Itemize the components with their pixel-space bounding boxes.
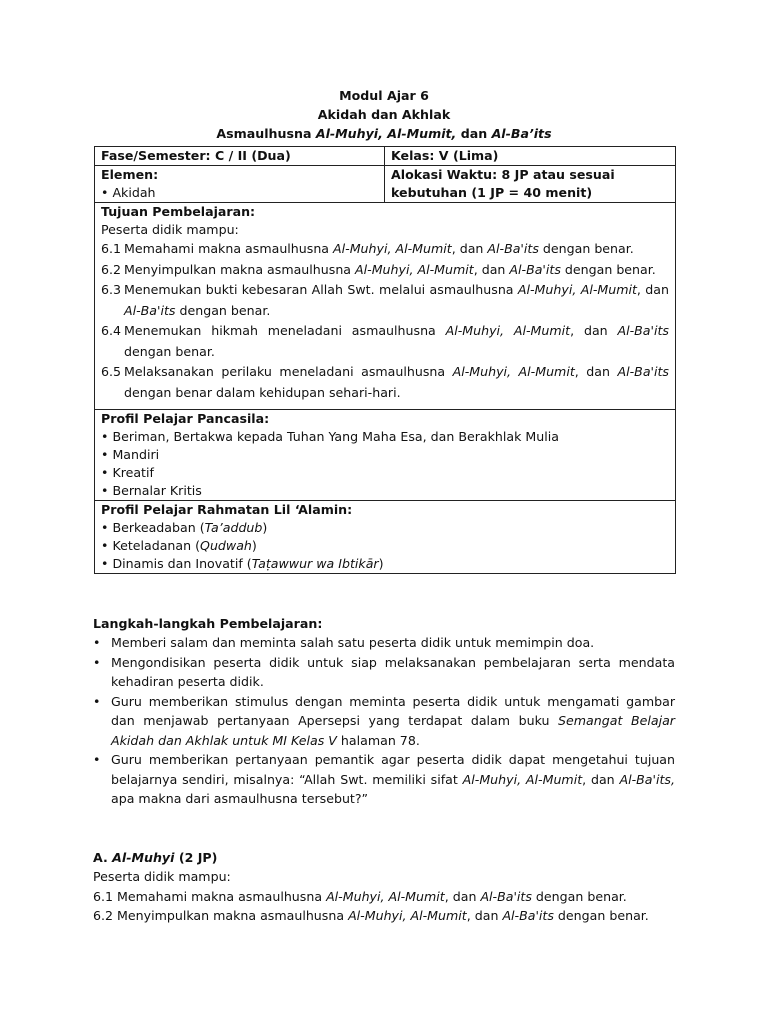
objective-number: 6.2 [101, 261, 122, 277]
objective-item [101, 321, 669, 362]
objective-italic: Al-Ba'its [509, 261, 561, 277]
objective-seg: , dan [636, 282, 669, 297]
section-title-rest: (2 JP) [174, 850, 218, 865]
kelas-cell: Kelas: V (Lima) [385, 147, 676, 166]
langkah-item [93, 692, 675, 751]
list-item: • Bernalar Kritis [101, 482, 669, 500]
bullet-icon: • [93, 654, 101, 670]
list-item [101, 537, 669, 555]
bullet-icon: • [93, 635, 101, 650]
list-item: • Beriman, Bertakwa kepada Tuhan Yang Maha Esa, dan Berakhlak Mulia [101, 428, 669, 446]
objective-italic: Al-Ba'its [617, 364, 669, 379]
rahmatan-italic: Ta’addub [204, 520, 263, 535]
section-a-line [93, 906, 649, 925]
objective-text [124, 280, 669, 321]
alokasi-line2: kebutuhan (1 JP = 40 menit) [391, 185, 593, 200]
table-row [95, 203, 676, 410]
seg: dengan benar. [531, 889, 627, 904]
table-row [95, 166, 676, 203]
topic-name-baits: Al-Ba’its [491, 126, 552, 141]
objective-seg: , dan [473, 261, 510, 277]
langkah-text [111, 692, 675, 751]
objective-item [101, 362, 669, 403]
table-row [95, 410, 676, 501]
elemen-label: Elemen: [101, 167, 159, 182]
objective-seg: dengan benar. [560, 261, 656, 277]
objective-number: 6.3 [101, 282, 122, 297]
section-a-intro: Peserta didik mampu: [93, 869, 231, 884]
objective-seg: Menemukan bukti kebesaran Allah Swt. melalui asmaulhusna [124, 282, 518, 297]
section-a-line [93, 887, 627, 906]
langkah-item [93, 750, 675, 809]
bullet-icon: • [93, 752, 101, 767]
langkah-seg: apa makna dari asmaulhusna tersebut?” [111, 791, 369, 806]
seg-italic: Al-Muhyi, Al-Mumit [326, 889, 445, 904]
tujuan-intro: Peserta didik mampu: [101, 222, 239, 237]
objective-number: 6.5 [101, 364, 122, 379]
langkah-seg: Mengondisikan peserta didik untuk siap melaksanakan pembelajaran serta mendata kehadiran peserta didik. [111, 654, 675, 689]
objectives-list [101, 239, 669, 403]
objective-text [124, 239, 669, 260]
objective-text [124, 260, 669, 281]
objective-text [124, 362, 669, 403]
list-item [101, 555, 669, 573]
langkah-label: Langkah-langkah Pembelajaran: [93, 616, 323, 631]
objective-italic: Al-Muhyi, Al-Mumit [355, 261, 474, 277]
rahmatan-plain: Keteladanan ( [112, 538, 201, 553]
rahmatan-end: ) [378, 556, 384, 571]
module-title: Modul Ajar 6 [339, 88, 429, 103]
profil-cell [95, 410, 676, 501]
langkah-seg: Guru memberikan stimulus dengan meminta peserta didik untuk mengamati gambar dan menjawab pertanyaan Apersepsi yang terdapat dalam buku [111, 693, 675, 728]
elemen-cell [95, 166, 385, 203]
table-row [95, 147, 676, 166]
seg: , dan [466, 908, 503, 923]
objective-seg: , dan [570, 323, 618, 338]
langkah-seg: Memberi salam dan meminta salah satu peserta didik untuk memimpin doa. [111, 635, 595, 650]
objective-seg: Menyimpulkan makna asmaulhusna [124, 261, 356, 277]
langkah-item [93, 633, 675, 653]
topic-names-italic: Al-Muhyi, Al-Mumit, [315, 126, 457, 141]
objective-italic: Al-Muhyi, Al-Mumit [333, 241, 452, 256]
objective-seg: dengan benar. [175, 302, 271, 318]
alokasi-cell [385, 166, 676, 203]
rahmatan-plain: Berkeadaban ( [112, 520, 205, 535]
rahmatan-end: ) [262, 520, 268, 535]
rahmatan-plain: Dinamis dan Inovatif ( [112, 556, 252, 571]
objective-italic: Al-Muhyi, Al-Mumit [452, 364, 575, 379]
seg: dengan benar. [553, 908, 649, 923]
module-info-table [94, 146, 676, 574]
fase-cell: Fase/Semester: C / II (Dua) [95, 147, 385, 166]
list-item [101, 519, 669, 537]
objective-italic: Al-Ba'its [487, 241, 539, 256]
objective-item [101, 280, 669, 321]
seg: 6.2 Menyimpulkan makna asmaulhusna [93, 908, 349, 923]
tujuan-cell [95, 203, 676, 410]
profil-label: Profil Pelajar Pancasila: [101, 411, 270, 426]
langkah-text [111, 633, 675, 653]
seg-italic: Al-Ba'its [480, 889, 532, 904]
langkah-italic: Al-Muhyi, Al-Mumit [462, 771, 583, 787]
tujuan-label: Tujuan Pembelajaran: [101, 204, 256, 219]
langkah-text [111, 653, 675, 692]
table-row [95, 501, 676, 574]
objective-italic: Al-Muhyi, Al-Mumit [517, 282, 637, 297]
objective-item [101, 260, 669, 281]
langkah-list [93, 633, 675, 809]
objective-italic: Al-Muhyi, Al-Mumit [445, 323, 571, 338]
list-item: • Mandiri [101, 446, 669, 464]
objective-item [101, 239, 669, 260]
objective-seg: Melaksanakan perilaku meneladani asmaulhusna [124, 364, 453, 379]
rahmatan-italic: Qudwah [200, 538, 252, 553]
langkah-text [111, 750, 675, 809]
seg-italic: Al-Muhyi, Al-Mumit [348, 908, 467, 923]
objective-number: 6.1 [101, 241, 122, 256]
langkah-italic: Al-Ba'its, [619, 771, 675, 787]
objective-seg: dengan benar dalam kehidupan sehari-hari. [124, 384, 401, 400]
langkah-seg: halaman 78. [336, 732, 420, 748]
seg: , dan [444, 889, 481, 904]
objective-italic: Al-Ba'its [617, 323, 669, 338]
section-a-title [93, 848, 217, 867]
section-prefix: A. [93, 850, 113, 865]
rahmatan-italic: Taṭawwur wa Ibtikār [251, 556, 379, 571]
elemen-item: • Akidah [101, 184, 378, 202]
rahmatan-cell [95, 501, 676, 574]
objective-seg: , dan [574, 364, 618, 379]
seg-italic: Al-Ba'its [502, 908, 554, 923]
seg: 6.1 Memahami makna asmaulhusna [93, 889, 327, 904]
objective-text [124, 321, 669, 362]
topic-prefix: Asmaulhusna [216, 126, 316, 141]
objective-seg: Menemukan hikmah meneladani asmaulhusna [124, 323, 446, 338]
topic-and: dan [456, 126, 492, 141]
langkah-seg: , dan [582, 771, 620, 787]
subject-title: Akidah dan Akhlak [317, 107, 451, 122]
objective-number: 6.4 [101, 323, 122, 338]
rahmatan-label: Profil Pelajar Rahmatan Lil ‘Alamin: [101, 502, 353, 517]
objective-seg: dengan benar. [538, 241, 634, 256]
langkah-italic: Semangat Belajar Akidah dan Akhlak untuk MI Kelas V [111, 713, 675, 748]
objective-seg: , dan [451, 241, 488, 256]
objective-italic: Al-Ba'its [124, 302, 176, 318]
section-title-italic: Al-Muhyi [112, 850, 175, 865]
list-item: • Kreatif [101, 464, 669, 482]
topic-title [0, 126, 768, 141]
rahmatan-end: ) [251, 538, 257, 553]
alokasi-line1: Alokasi Waktu: 8 JP atau sesuai [391, 167, 615, 182]
langkah-seg: Guru memberikan pertanyaan pemantik agar peserta didik dapat mengetahui tujuan belajarnya sendiri, misalnya: “Allah Swt. memiliki sifat [111, 752, 675, 787]
bullet-icon: • [93, 693, 101, 709]
langkah-item [93, 653, 675, 692]
objective-seg: dengan benar. [124, 343, 215, 359]
objective-seg: Memahami makna asmaulhusna [124, 241, 334, 256]
